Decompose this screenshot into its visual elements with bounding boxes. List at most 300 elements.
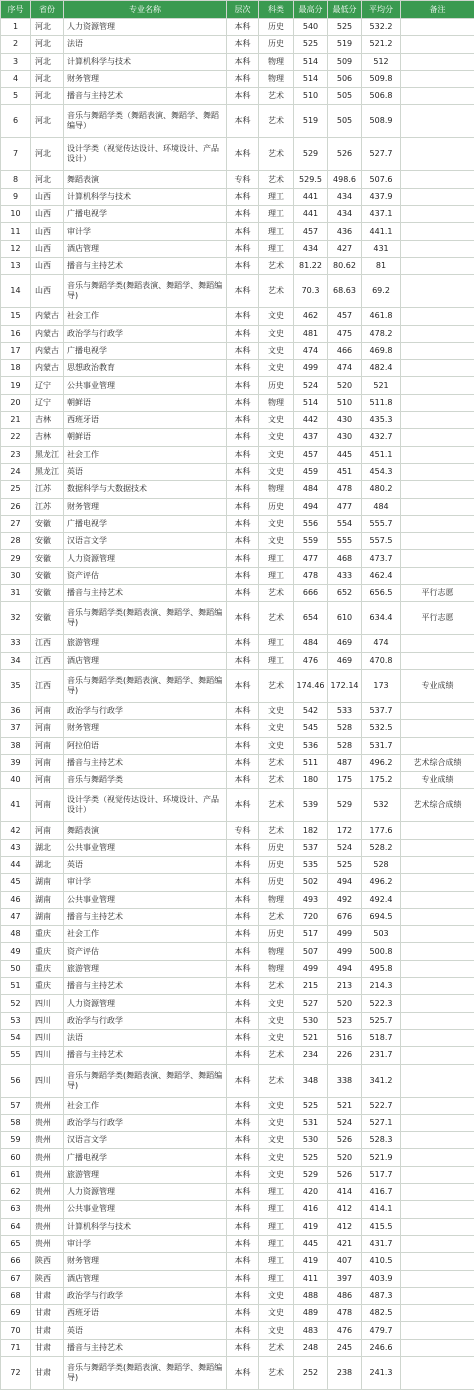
cell-min-score: 469 (328, 652, 362, 669)
cell-level: 本科 (227, 550, 259, 567)
cell-index: 66 (1, 1253, 31, 1270)
cell-remark (401, 360, 474, 377)
cell-index: 53 (1, 1012, 31, 1029)
cell-level: 本科 (227, 36, 259, 53)
cell-remark (401, 1287, 474, 1304)
cell-province: 甘肃 (31, 1357, 64, 1390)
table-row (1, 206, 474, 223)
cell-major: 社会工作 (64, 926, 227, 943)
cell-province: 安徽 (31, 567, 64, 584)
cell-min-score: 338 (328, 1064, 362, 1097)
cell-min-score: 397 (328, 1270, 362, 1287)
table-row (1, 515, 474, 532)
cell-level: 本科 (227, 1201, 259, 1218)
cell-major: 阿拉伯语 (64, 737, 227, 754)
cell-category: 历史 (259, 377, 294, 394)
cell-category: 艺术 (259, 669, 294, 702)
cell-major: 政治学与行政学 (64, 325, 227, 342)
cell-avg-score: 416.7 (362, 1184, 401, 1201)
cell-max-score: 537 (294, 839, 328, 856)
cell-province: 贵州 (31, 1235, 64, 1252)
cell-category: 文史 (259, 342, 294, 359)
cell-min-score: 226 (328, 1047, 362, 1064)
cell-province: 江苏 (31, 481, 64, 498)
cell-min-score: 475 (328, 325, 362, 342)
cell-remark (401, 1339, 474, 1356)
cell-min-score: 172 (328, 822, 362, 839)
cell-avg-score: 512 (362, 53, 401, 70)
cell-remark (401, 567, 474, 584)
cell-level: 本科 (227, 223, 259, 240)
cell-level: 本科 (227, 856, 259, 873)
cell-remark (401, 463, 474, 480)
cell-max-score: 437 (294, 429, 328, 446)
cell-avg-score: 414.1 (362, 1201, 401, 1218)
cell-major: 公共事业管理 (64, 839, 227, 856)
cell-province: 山西 (31, 188, 64, 205)
cell-remark (401, 88, 474, 105)
cell-category: 艺术 (259, 585, 294, 602)
cell-level: 本科 (227, 1166, 259, 1183)
cell-category: 文史 (259, 1097, 294, 1114)
cell-category: 文史 (259, 1029, 294, 1046)
cell-max-score: 525 (294, 36, 328, 53)
cell-avg-score: 500.8 (362, 943, 401, 960)
cell-province: 贵州 (31, 1149, 64, 1166)
cell-max-score: 654 (294, 602, 328, 635)
cell-remark (401, 70, 474, 87)
table-row (1, 498, 474, 515)
cell-remark (401, 978, 474, 995)
cell-category: 理工 (259, 1253, 294, 1270)
cell-major: 音乐与舞蹈学类(舞蹈表演、舞蹈学、舞蹈编导) (64, 275, 227, 308)
cell-remark (401, 308, 474, 325)
cell-level: 本科 (227, 446, 259, 463)
table-row (1, 223, 474, 240)
cell-province: 江苏 (31, 498, 64, 515)
cell-province: 河南 (31, 754, 64, 771)
cell-max-score: 542 (294, 702, 328, 719)
cell-category: 文史 (259, 533, 294, 550)
cell-avg-score: 461.8 (362, 308, 401, 325)
cell-category: 物理 (259, 960, 294, 977)
cell-remark (401, 1253, 474, 1270)
cell-max-score: 70.3 (294, 275, 328, 308)
cell-min-score: 499 (328, 943, 362, 960)
cell-level: 本科 (227, 1322, 259, 1339)
cell-category: 理工 (259, 652, 294, 669)
cell-remark: 专业成绩 (401, 772, 474, 789)
cell-index: 62 (1, 1184, 31, 1201)
cell-index: 14 (1, 275, 31, 308)
cell-category: 文史 (259, 412, 294, 429)
cell-province: 山西 (31, 257, 64, 274)
cell-category: 文史 (259, 515, 294, 532)
cell-min-score: 528 (328, 737, 362, 754)
cell-min-score: 554 (328, 515, 362, 532)
cell-max-score: 457 (294, 223, 328, 240)
cell-max-score: 174.46 (294, 669, 328, 702)
cell-category: 理工 (259, 550, 294, 567)
cell-level: 本科 (227, 1064, 259, 1097)
cell-max-score: 521 (294, 1029, 328, 1046)
cell-level: 本科 (227, 1184, 259, 1201)
cell-category: 理工 (259, 1235, 294, 1252)
cell-level: 本科 (227, 105, 259, 138)
cell-avg-score: 410.5 (362, 1253, 401, 1270)
cell-index: 36 (1, 702, 31, 719)
cell-min-score: 505 (328, 88, 362, 105)
cell-max-score: 524 (294, 377, 328, 394)
cell-category: 文史 (259, 720, 294, 737)
cell-remark: 艺术综合成绩 (401, 789, 474, 822)
cell-max-score: 514 (294, 70, 328, 87)
cell-avg-score: 480.2 (362, 481, 401, 498)
cell-level: 本科 (227, 1339, 259, 1356)
table-row (1, 978, 474, 995)
cell-major: 审计学 (64, 223, 227, 240)
cell-remark (401, 652, 474, 669)
cell-max-score: 248 (294, 1339, 328, 1356)
cell-level: 本科 (227, 908, 259, 925)
cell-avg-score: 495.8 (362, 960, 401, 977)
cell-max-score: 462 (294, 308, 328, 325)
cell-major: 财务管理 (64, 498, 227, 515)
cell-province: 四川 (31, 995, 64, 1012)
cell-major: 政治学与行政学 (64, 1114, 227, 1131)
cell-major: 政治学与行政学 (64, 1012, 227, 1029)
cell-province: 重庆 (31, 926, 64, 943)
cell-index: 57 (1, 1097, 31, 1114)
cell-category: 艺术 (259, 138, 294, 171)
cell-remark (401, 206, 474, 223)
cell-min-score: 520 (328, 1149, 362, 1166)
cell-remark (401, 926, 474, 943)
cell-province: 河北 (31, 53, 64, 70)
cell-category: 物理 (259, 481, 294, 498)
cell-level: 本科 (227, 325, 259, 342)
cell-category: 艺术 (259, 908, 294, 925)
cell-major: 人力资源管理 (64, 1184, 227, 1201)
cell-avg-score: 246.6 (362, 1339, 401, 1356)
cell-avg-score: 479.7 (362, 1322, 401, 1339)
cell-major: 旅游管理 (64, 1166, 227, 1183)
cell-avg-score: 532 (362, 789, 401, 822)
cell-index: 49 (1, 943, 31, 960)
cell-level: 本科 (227, 342, 259, 359)
cell-category: 艺术 (259, 1339, 294, 1356)
cell-major: 广播电视学 (64, 342, 227, 359)
table-row (1, 88, 474, 105)
cell-min-score: 476 (328, 1322, 362, 1339)
cell-min-score: 509 (328, 53, 362, 70)
cell-index: 1 (1, 19, 31, 36)
cell-avg-score: 521.9 (362, 1149, 401, 1166)
table-row (1, 533, 474, 550)
cell-avg-score: 454.3 (362, 463, 401, 480)
cell-max-score: 510 (294, 88, 328, 105)
cell-province: 四川 (31, 1029, 64, 1046)
cell-category: 文史 (259, 702, 294, 719)
table-row (1, 325, 474, 342)
cell-level: 本科 (227, 19, 259, 36)
cell-avg-score: 437.9 (362, 188, 401, 205)
cell-major: 数据科学与大数据技术 (64, 481, 227, 498)
cell-level: 本科 (227, 1132, 259, 1149)
table-row (1, 138, 474, 171)
table-row (1, 995, 474, 1012)
cell-index: 39 (1, 754, 31, 771)
table-row (1, 960, 474, 977)
header-avg-score: 平均分 (362, 1, 401, 19)
cell-major: 音乐与舞蹈学类(舞蹈表演、舞蹈学、舞蹈编导) (64, 602, 227, 635)
cell-province: 安徽 (31, 585, 64, 602)
cell-remark (401, 1305, 474, 1322)
cell-major: 舞蹈表演 (64, 822, 227, 839)
cell-min-score: 494 (328, 874, 362, 891)
cell-major: 音乐与舞蹈学类(舞蹈表演、舞蹈学、舞蹈编导) (64, 669, 227, 702)
cell-province: 湖南 (31, 874, 64, 891)
cell-remark (401, 223, 474, 240)
cell-province: 内蒙古 (31, 342, 64, 359)
cell-index: 35 (1, 669, 31, 702)
cell-level: 本科 (227, 1114, 259, 1131)
cell-province: 山西 (31, 206, 64, 223)
table-row (1, 360, 474, 377)
cell-index: 42 (1, 822, 31, 839)
cell-min-score: 610 (328, 602, 362, 635)
cell-index: 52 (1, 995, 31, 1012)
cell-max-score: 441 (294, 206, 328, 223)
cell-province: 贵州 (31, 1114, 64, 1131)
cell-province: 内蒙古 (31, 308, 64, 325)
cell-min-score: 524 (328, 1114, 362, 1131)
cell-min-score: 238 (328, 1357, 362, 1390)
cell-min-score: 430 (328, 429, 362, 446)
cell-major: 播音与主持艺术 (64, 754, 227, 771)
cell-index: 18 (1, 360, 31, 377)
table-row (1, 635, 474, 652)
cell-min-score: 499 (328, 926, 362, 943)
cell-category: 艺术 (259, 1357, 294, 1390)
cell-min-score: 80.62 (328, 257, 362, 274)
cell-level: 本科 (227, 652, 259, 669)
cell-level: 本科 (227, 240, 259, 257)
cell-avg-score: 521 (362, 377, 401, 394)
cell-level: 本科 (227, 1097, 259, 1114)
cell-major: 人力资源管理 (64, 19, 227, 36)
cell-province: 黑龙江 (31, 446, 64, 463)
cell-avg-score: 403.9 (362, 1270, 401, 1287)
cell-major: 英语 (64, 856, 227, 873)
table-row (1, 429, 474, 446)
cell-level: 本科 (227, 1253, 259, 1270)
cell-category: 艺术 (259, 772, 294, 789)
cell-province: 重庆 (31, 943, 64, 960)
cell-max-score: 519 (294, 105, 328, 138)
cell-max-score: 234 (294, 1047, 328, 1064)
table-row (1, 1097, 474, 1114)
cell-index: 43 (1, 839, 31, 856)
cell-province: 湖北 (31, 856, 64, 873)
cell-avg-score: 496.2 (362, 754, 401, 771)
cell-avg-score: 532.5 (362, 720, 401, 737)
cell-level: 本科 (227, 1149, 259, 1166)
cell-major: 财务管理 (64, 1253, 227, 1270)
cell-remark (401, 1235, 474, 1252)
cell-min-score: 427 (328, 240, 362, 257)
cell-remark (401, 1097, 474, 1114)
table-row (1, 394, 474, 411)
table-row (1, 822, 474, 839)
cell-avg-score: 527.7 (362, 138, 401, 171)
cell-max-score: 483 (294, 1322, 328, 1339)
cell-avg-score: 507.6 (362, 171, 401, 188)
cell-index: 47 (1, 908, 31, 925)
cell-avg-score: 537.7 (362, 702, 401, 719)
cell-remark (401, 702, 474, 719)
cell-min-score: 486 (328, 1287, 362, 1304)
cell-min-score: 434 (328, 188, 362, 205)
cell-category: 理工 (259, 567, 294, 584)
cell-category: 文史 (259, 737, 294, 754)
cell-max-score: 517 (294, 926, 328, 943)
cell-index: 28 (1, 533, 31, 550)
cell-avg-score: 487.3 (362, 1287, 401, 1304)
cell-province: 内蒙古 (31, 325, 64, 342)
cell-province: 湖南 (31, 908, 64, 925)
cell-remark (401, 412, 474, 429)
cell-category: 物理 (259, 70, 294, 87)
table-row (1, 1047, 474, 1064)
cell-major: 音乐与舞蹈学类（舞蹈表演、舞蹈学、舞蹈编导） (64, 105, 227, 138)
cell-province: 河北 (31, 138, 64, 171)
cell-avg-score: 509.8 (362, 70, 401, 87)
cell-avg-score: 656.5 (362, 585, 401, 602)
cell-remark (401, 1132, 474, 1149)
cell-major: 法语 (64, 36, 227, 53)
cell-remark (401, 891, 474, 908)
cell-major: 酒店管理 (64, 652, 227, 669)
cell-level: 本科 (227, 602, 259, 635)
cell-province: 四川 (31, 1012, 64, 1029)
cell-remark: 平行志愿 (401, 585, 474, 602)
cell-remark (401, 105, 474, 138)
table-row (1, 737, 474, 754)
cell-index: 20 (1, 394, 31, 411)
cell-category: 历史 (259, 36, 294, 53)
cell-min-score: 494 (328, 960, 362, 977)
cell-province: 甘肃 (31, 1322, 64, 1339)
cell-category: 文史 (259, 429, 294, 446)
cell-major: 人力资源管理 (64, 550, 227, 567)
cell-province: 河南 (31, 720, 64, 737)
table-row (1, 446, 474, 463)
cell-max-score: 529 (294, 1166, 328, 1183)
cell-province: 四川 (31, 1047, 64, 1064)
cell-remark: 艺术综合成绩 (401, 754, 474, 771)
cell-remark (401, 839, 474, 856)
cell-index: 5 (1, 88, 31, 105)
cell-category: 历史 (259, 856, 294, 873)
cell-category: 文史 (259, 1322, 294, 1339)
cell-major: 计算机科学与技术 (64, 1218, 227, 1235)
cell-major: 公共事业管理 (64, 1201, 227, 1218)
cell-min-score: 407 (328, 1253, 362, 1270)
cell-remark (401, 515, 474, 532)
header-max-score: 最高分 (294, 1, 328, 19)
cell-index: 27 (1, 515, 31, 532)
cell-level: 本科 (227, 70, 259, 87)
cell-level: 本科 (227, 943, 259, 960)
cell-index: 13 (1, 257, 31, 274)
cell-province: 河南 (31, 702, 64, 719)
cell-major: 审计学 (64, 874, 227, 891)
cell-level: 本科 (227, 567, 259, 584)
table-row (1, 342, 474, 359)
header-min-score: 最低分 (328, 1, 362, 19)
cell-index: 3 (1, 53, 31, 70)
cell-category: 理工 (259, 1184, 294, 1201)
table-row (1, 463, 474, 480)
cell-category: 文史 (259, 360, 294, 377)
table-row (1, 839, 474, 856)
cell-province: 河南 (31, 822, 64, 839)
table-row (1, 481, 474, 498)
cell-avg-score: 492.4 (362, 891, 401, 908)
cell-max-score: 529.5 (294, 171, 328, 188)
cell-min-score: 510 (328, 394, 362, 411)
table-row (1, 1218, 474, 1235)
cell-min-score: 519 (328, 36, 362, 53)
cell-avg-score: 470.8 (362, 652, 401, 669)
cell-index: 21 (1, 412, 31, 429)
cell-level: 本科 (227, 754, 259, 771)
cell-avg-score: 474 (362, 635, 401, 652)
cell-max-score: 559 (294, 533, 328, 550)
cell-avg-score: 214.3 (362, 978, 401, 995)
cell-min-score: 468 (328, 550, 362, 567)
cell-index: 55 (1, 1047, 31, 1064)
cell-avg-score: 496.2 (362, 874, 401, 891)
cell-province: 河北 (31, 171, 64, 188)
cell-max-score: 434 (294, 240, 328, 257)
table-row (1, 412, 474, 429)
cell-province: 甘肃 (31, 1287, 64, 1304)
cell-category: 文史 (259, 446, 294, 463)
cell-level: 本科 (227, 635, 259, 652)
cell-province: 山西 (31, 223, 64, 240)
cell-max-score: 514 (294, 53, 328, 70)
cell-level: 本科 (227, 481, 259, 498)
cell-avg-score: 511.8 (362, 394, 401, 411)
cell-remark (401, 36, 474, 53)
cell-max-score: 488 (294, 1287, 328, 1304)
cell-max-score: 478 (294, 567, 328, 584)
cell-index: 40 (1, 772, 31, 789)
cell-index: 45 (1, 874, 31, 891)
cell-level: 本科 (227, 891, 259, 908)
cell-category: 艺术 (259, 88, 294, 105)
cell-level: 本科 (227, 960, 259, 977)
cell-major: 资产评估 (64, 567, 227, 584)
cell-level: 本科 (227, 995, 259, 1012)
cell-level: 本科 (227, 463, 259, 480)
cell-max-score: 481 (294, 325, 328, 342)
cell-remark (401, 995, 474, 1012)
cell-category: 物理 (259, 394, 294, 411)
cell-category: 理工 (259, 1218, 294, 1235)
